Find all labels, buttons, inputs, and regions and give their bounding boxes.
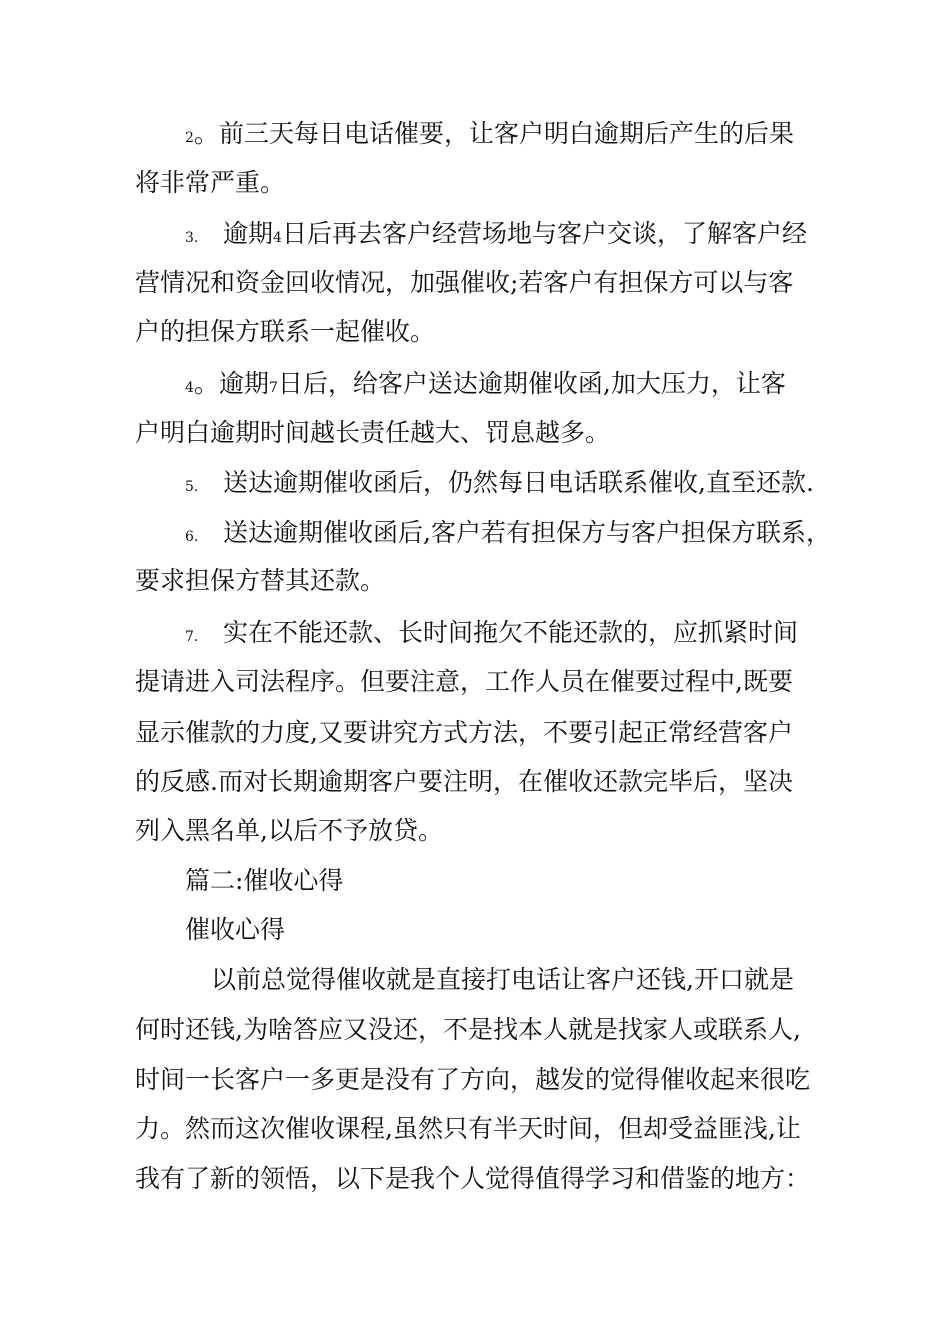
item-text: 送达逾期催收函后,客户若有担保方与客户担保方联系，: [223, 518, 831, 547]
item-number: 2: [185, 130, 194, 146]
paragraph-line-2: 何时还钱,为啥答应又没还，不是找本人就是找家人或联系人,: [135, 1015, 801, 1044]
item-3-line-3: 户的担保方联系一起催收。: [135, 317, 436, 346]
item-6-line-2: 要求担保方替其还款。: [135, 566, 386, 595]
item-text: 日后再去客户经营场地与客户交谈，了解客户经: [281, 219, 807, 248]
item-text: 前三天每日电话催要，让客户明白逾期后产生的后果: [218, 119, 794, 148]
item-4-line-1: [185, 367, 786, 405]
paragraph-line-1: 以前总觉得催收就是直接打电话让客户还钱,开口就是: [211, 965, 794, 994]
section-heading: 篇二:催收心得: [185, 866, 344, 895]
item-number: 3.: [185, 230, 199, 246]
item-separator: 。: [193, 119, 219, 148]
item-separator: 。: [193, 369, 219, 398]
paragraph-line-4: 力。然而这次催收课程,虽然只有半天时间，但却受益匪浅,让: [135, 1114, 801, 1143]
inline-number: 4: [273, 230, 282, 246]
article-title: 催收心得: [185, 915, 286, 944]
item-number: 4: [185, 380, 194, 396]
item-text: 逾期: [223, 219, 274, 248]
item-text: 实在不能还款、长时间拖欠不能还款的，应抓紧时间: [223, 618, 799, 647]
paragraph-line-5: 我有了新的领悟，以下是我个人觉得值得学习和借鉴的地方：: [135, 1164, 811, 1193]
item-7-line-5: 列入黑名单,以后不予放贷。: [135, 816, 443, 845]
item-5-line-1: [185, 466, 814, 504]
paragraph-line-3: 时间一长客户一多更是没有了方向，越发的觉得催收起来很吃: [135, 1065, 811, 1094]
item-2-line-2: 将非常严重。: [135, 168, 286, 197]
item-2-line-1: [185, 117, 794, 155]
item-text: 送达逾期催收函后，仍然每日电话联系催收,直至还款.: [223, 468, 814, 497]
item-7-line-2: 提请进入司法程序。但要注意，工作人员在催要过程中,既要: [135, 667, 793, 696]
item-text: 逾期: [218, 369, 269, 398]
item-4-line-2: 户明白逾期时间越长责任越大、罚息越多。: [135, 418, 611, 447]
item-7-line-3: 显示催款的力度,又要讲究方式方法，不要引起正常经营客户: [135, 718, 793, 747]
item-7-line-4: 的反感.而对长期逾期客户要注明，在催收还款完毕后，坚决: [135, 767, 793, 796]
item-number: 7.: [185, 629, 199, 645]
item-7-line-1: [185, 616, 798, 654]
item-3-line-1: [185, 217, 807, 255]
item-number: 5.: [185, 479, 199, 495]
item-3-line-2: 营情况和资金回收情况，加强催收;若客户有担保方可以与客: [135, 268, 794, 297]
item-6-line-1: [185, 516, 831, 554]
item-number: 6.: [185, 529, 199, 545]
inline-number: 7: [268, 380, 278, 396]
item-text: 日后，给客户送达逾期催收函,加大压力，让客: [277, 369, 786, 398]
